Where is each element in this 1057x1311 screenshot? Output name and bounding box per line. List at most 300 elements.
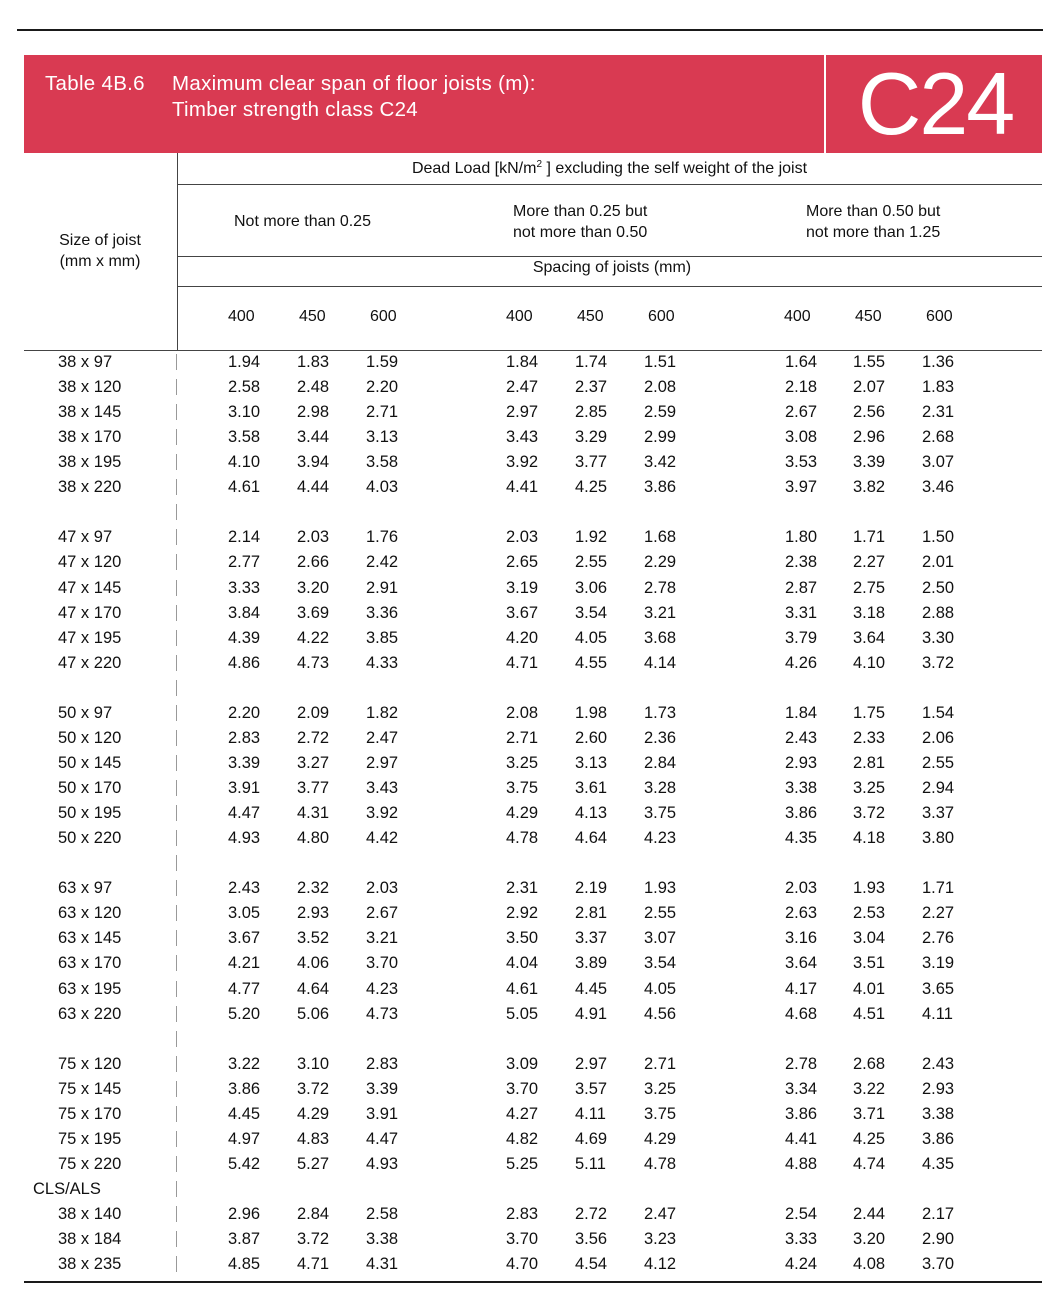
dead-load-suffix: ] excluding the self weight of the joist — [542, 160, 808, 177]
span-value: 3.42 — [644, 453, 677, 471]
span-value: 4.10 — [228, 453, 261, 471]
span-value: 2.85 — [575, 403, 608, 421]
span-value: 4.20 — [506, 629, 539, 647]
span-value: 4.44 — [297, 478, 330, 496]
span-value: 2.03 — [366, 879, 399, 897]
span-value: 4.73 — [297, 654, 330, 672]
joist-size: 50 x 145 — [58, 754, 122, 772]
row-divider-tick — [176, 655, 177, 671]
row-divider-tick — [176, 404, 177, 420]
span-value: 3.58 — [366, 453, 399, 471]
span-value: 3.18 — [853, 604, 886, 622]
span-value: 3.22 — [853, 1080, 886, 1098]
span-value: 3.89 — [575, 954, 608, 972]
span-value: 2.83 — [228, 729, 261, 747]
span-value: 3.54 — [575, 604, 608, 622]
span-value: 3.07 — [644, 929, 677, 947]
span-value: 2.71 — [644, 1055, 677, 1073]
span-value: 2.36 — [644, 729, 677, 747]
span-value: 3.56 — [575, 1230, 608, 1248]
span-value: 3.64 — [853, 629, 886, 647]
span-value: 4.45 — [575, 980, 608, 998]
span-value: 1.73 — [644, 704, 677, 722]
span-value: 1.80 — [785, 528, 818, 546]
span-value: 3.33 — [785, 1230, 818, 1248]
span-value: 4.14 — [644, 654, 677, 672]
span-value: 2.76 — [922, 929, 955, 947]
row-divider-tick — [176, 955, 177, 971]
spacing-value: 400 — [228, 308, 255, 325]
row-divider-tick — [176, 1056, 177, 1072]
span-value: 2.58 — [228, 378, 261, 396]
span-value: 5.27 — [297, 1155, 330, 1173]
joist-size: 47 x 120 — [58, 553, 122, 571]
span-value: 2.78 — [644, 579, 677, 597]
span-value: 1.71 — [853, 528, 886, 546]
top-rule — [17, 29, 1043, 31]
span-value: 3.91 — [228, 779, 261, 797]
span-value: 3.37 — [922, 804, 955, 822]
span-value: 3.51 — [853, 954, 886, 972]
span-value: 2.03 — [297, 528, 330, 546]
span-value: 3.70 — [366, 954, 399, 972]
span-value: 3.69 — [297, 604, 330, 622]
group-header-1 — [234, 211, 371, 232]
group-3-line-1: More than 0.50 but — [806, 203, 941, 220]
title-line-2: Timber strength class C24 — [172, 98, 418, 121]
span-value: 2.78 — [785, 1055, 818, 1073]
row-divider-tick — [176, 379, 177, 395]
span-value: 2.84 — [297, 1205, 330, 1223]
span-value: 3.70 — [506, 1230, 539, 1248]
span-value: 4.31 — [297, 804, 330, 822]
span-value: 4.61 — [228, 478, 261, 496]
span-value: 3.72 — [297, 1230, 330, 1248]
group-2-line-2: not more than 0.50 — [513, 224, 648, 241]
span-value: 3.36 — [366, 604, 399, 622]
span-value: 2.42 — [366, 553, 399, 571]
spacing-header: Spacing of joists (mm) — [532, 259, 692, 276]
row-divider-tick — [176, 680, 177, 696]
spacing-rule — [177, 286, 1042, 287]
span-value: 3.86 — [785, 804, 818, 822]
joist-size: 47 x 220 — [58, 654, 122, 672]
span-value: 4.82 — [506, 1130, 539, 1148]
span-value: 1.59 — [366, 353, 399, 371]
joist-size: 50 x 220 — [58, 829, 122, 847]
span-value: 3.50 — [506, 929, 539, 947]
span-value: 4.78 — [644, 1155, 677, 1173]
span-value: 3.39 — [853, 453, 886, 471]
span-value: 1.76 — [366, 528, 399, 546]
span-value: 4.70 — [506, 1255, 539, 1273]
spacing-value: 450 — [855, 308, 882, 325]
span-value: 3.86 — [922, 1130, 955, 1148]
joist-size: 63 x 145 — [58, 929, 122, 947]
joist-size: 38 x 97 — [58, 353, 113, 371]
span-value: 3.19 — [506, 579, 539, 597]
span-value: 2.97 — [575, 1055, 608, 1073]
span-value: 5.42 — [228, 1155, 261, 1173]
span-value: 2.67 — [366, 904, 399, 922]
span-value: 2.77 — [228, 553, 261, 571]
row-divider-tick — [176, 855, 177, 871]
joist-size: 38 x 195 — [58, 453, 122, 471]
group-1-line-1: Not more than 0.25 — [234, 213, 371, 230]
span-value: 2.97 — [506, 403, 539, 421]
span-value: 3.92 — [506, 453, 539, 471]
span-value: 4.13 — [575, 804, 608, 822]
span-value: 4.47 — [228, 804, 261, 822]
span-value: 3.72 — [853, 804, 886, 822]
joist-size: 63 x 220 — [58, 1005, 122, 1023]
joist-size: 38 x 120 — [58, 378, 122, 396]
span-value: 2.94 — [922, 779, 955, 797]
row-divider-tick — [176, 780, 177, 796]
span-value: 4.83 — [297, 1130, 330, 1148]
span-value: 3.39 — [366, 1080, 399, 1098]
span-value: 4.23 — [366, 980, 399, 998]
span-value: 3.30 — [922, 629, 955, 647]
span-value: 5.20 — [228, 1005, 261, 1023]
span-value: 3.33 — [228, 579, 261, 597]
span-value: 2.58 — [366, 1205, 399, 1223]
span-value: 4.51 — [853, 1005, 886, 1023]
group-header-3 — [806, 201, 940, 243]
span-value: 3.82 — [853, 478, 886, 496]
span-value: 1.54 — [922, 704, 955, 722]
row-divider-tick — [176, 1081, 177, 1097]
joist-size: 38 x 235 — [58, 1255, 122, 1273]
span-value: 1.36 — [922, 353, 955, 371]
span-value: 2.50 — [922, 579, 955, 597]
span-value: 4.22 — [297, 629, 330, 647]
row-divider-tick — [176, 1131, 177, 1147]
group-rule — [177, 256, 1042, 257]
row-divider-tick — [176, 1106, 177, 1122]
span-value: 4.25 — [575, 478, 608, 496]
span-value: 3.25 — [506, 754, 539, 772]
span-value: 1.93 — [644, 879, 677, 897]
span-value: 3.44 — [297, 428, 330, 446]
span-value: 3.79 — [785, 629, 818, 647]
span-value: 4.97 — [228, 1130, 261, 1148]
row-divider-tick — [176, 429, 177, 445]
joist-size: 38 x 184 — [58, 1230, 122, 1248]
span-value: 3.13 — [575, 754, 608, 772]
span-value: 2.53 — [853, 904, 886, 922]
span-value: 4.11 — [922, 1005, 953, 1023]
span-value: 4.55 — [575, 654, 608, 672]
span-value: 2.68 — [922, 428, 955, 446]
joist-size: 75 x 145 — [58, 1080, 122, 1098]
row-divider-tick — [176, 630, 177, 646]
span-value: 2.07 — [853, 378, 886, 396]
span-value: 2.06 — [922, 729, 955, 747]
span-value: 4.64 — [297, 980, 330, 998]
span-value: 3.04 — [853, 929, 886, 947]
span-value: 2.38 — [785, 553, 818, 571]
table-header-banner — [24, 55, 1042, 153]
joist-size: 75 x 120 — [58, 1055, 122, 1073]
span-value: 4.64 — [575, 829, 608, 847]
span-value: 4.04 — [506, 954, 539, 972]
span-value: 3.43 — [366, 779, 399, 797]
span-value: 2.56 — [853, 403, 886, 421]
span-value: 2.65 — [506, 553, 539, 571]
span-value: 2.84 — [644, 754, 677, 772]
span-value: 1.75 — [853, 704, 886, 722]
span-value: 3.31 — [785, 604, 818, 622]
span-value: 3.67 — [506, 604, 539, 622]
span-value: 4.93 — [228, 829, 261, 847]
span-value: 4.71 — [297, 1255, 330, 1273]
span-value: 3.67 — [228, 929, 261, 947]
span-value: 4.06 — [297, 954, 330, 972]
span-value: 4.47 — [366, 1130, 399, 1148]
span-value: 1.83 — [922, 378, 955, 396]
header-divider — [824, 55, 826, 153]
span-value: 2.66 — [297, 553, 330, 571]
joist-size: 75 x 220 — [58, 1155, 122, 1173]
span-value: 3.27 — [297, 754, 330, 772]
spacing-value: 400 — [784, 308, 811, 325]
span-value: 4.68 — [785, 1005, 818, 1023]
span-value: 4.01 — [853, 980, 886, 998]
span-value: 4.03 — [366, 478, 399, 496]
span-value: 4.80 — [297, 829, 330, 847]
row-divider-tick — [176, 1156, 177, 1172]
span-value: 3.77 — [297, 779, 330, 797]
dead-load-rule — [177, 184, 1042, 185]
joist-size: 63 x 195 — [58, 980, 122, 998]
span-value: 3.57 — [575, 1080, 608, 1098]
span-value: 2.81 — [853, 754, 886, 772]
size-column-divider — [177, 153, 178, 350]
span-value: 4.27 — [506, 1105, 539, 1123]
header-bottom-rule — [24, 350, 1042, 351]
row-divider-tick — [176, 454, 177, 470]
span-value: 3.10 — [297, 1055, 330, 1073]
span-value: 4.29 — [297, 1105, 330, 1123]
span-value: 3.07 — [922, 453, 955, 471]
span-value: 2.48 — [297, 378, 330, 396]
row-divider-tick — [176, 1256, 177, 1272]
span-value: 2.54 — [785, 1205, 818, 1223]
title-line-1: Maximum clear span of floor joists (m): — [172, 72, 536, 95]
joist-size: 38 x 145 — [58, 403, 122, 421]
row-divider-tick — [176, 354, 177, 370]
span-value: 4.71 — [506, 654, 539, 672]
strength-class-badge: C24 — [857, 54, 1014, 153]
row-divider-tick — [176, 1206, 177, 1222]
span-value: 3.23 — [644, 1230, 677, 1248]
row-divider-tick — [176, 730, 177, 746]
span-value: 3.53 — [785, 453, 818, 471]
span-value: 4.10 — [853, 654, 886, 672]
span-value: 3.94 — [297, 453, 330, 471]
span-value: 4.11 — [575, 1105, 606, 1123]
span-value: 4.86 — [228, 654, 261, 672]
span-value: 3.37 — [575, 929, 608, 947]
span-value: 3.85 — [366, 629, 399, 647]
span-value: 2.43 — [922, 1055, 955, 1073]
span-value: 2.83 — [366, 1055, 399, 1073]
span-value: 3.86 — [228, 1080, 261, 1098]
span-value: 4.23 — [644, 829, 677, 847]
span-value: 1.55 — [853, 353, 886, 371]
span-value: 2.27 — [853, 553, 886, 571]
joist-size: 75 x 195 — [58, 1130, 122, 1148]
span-value: 2.37 — [575, 378, 608, 396]
size-header-line-1: Size of joist — [59, 232, 141, 249]
span-value: 2.19 — [575, 879, 608, 897]
span-value: 1.83 — [297, 353, 330, 371]
span-value: 3.70 — [922, 1255, 955, 1273]
span-value: 1.71 — [922, 879, 955, 897]
span-value: 2.20 — [228, 704, 261, 722]
span-value: 3.77 — [575, 453, 608, 471]
span-value: 3.70 — [506, 1080, 539, 1098]
span-value: 2.32 — [297, 879, 330, 897]
joist-size: 50 x 170 — [58, 779, 122, 797]
span-value: 1.93 — [853, 879, 886, 897]
span-value: 1.84 — [785, 704, 818, 722]
span-value: 3.16 — [785, 929, 818, 947]
row-divider-tick — [176, 905, 177, 921]
span-value: 4.91 — [575, 1005, 608, 1023]
span-value: 3.09 — [506, 1055, 539, 1073]
span-value: 2.31 — [506, 879, 539, 897]
row-divider-tick — [176, 580, 177, 596]
spacing-value: 600 — [370, 308, 397, 325]
span-value: 3.54 — [644, 954, 677, 972]
span-value: 2.68 — [853, 1055, 886, 1073]
span-value: 2.55 — [644, 904, 677, 922]
span-value: 4.05 — [575, 629, 608, 647]
span-value: 2.47 — [366, 729, 399, 747]
span-value: 2.33 — [853, 729, 886, 747]
size-of-joist-header — [24, 230, 176, 272]
span-value: 2.87 — [785, 579, 818, 597]
span-value: 5.05 — [506, 1005, 539, 1023]
joist-size: 47 x 97 — [58, 528, 113, 546]
row-divider-tick — [176, 1181, 177, 1197]
group-2-line-1: More than 0.25 but — [513, 203, 648, 220]
span-value: 1.50 — [922, 528, 955, 546]
joist-size: 38 x 140 — [58, 1205, 122, 1223]
span-value: 3.43 — [506, 428, 539, 446]
span-value: 2.88 — [922, 604, 955, 622]
span-value: 1.68 — [644, 528, 677, 546]
row-divider-tick — [176, 705, 177, 721]
dead-load-sup: 2 — [536, 159, 543, 170]
span-value: 3.38 — [922, 1105, 955, 1123]
span-value: 2.14 — [228, 528, 261, 546]
span-value: 3.68 — [644, 629, 677, 647]
span-value: 3.75 — [506, 779, 539, 797]
span-value: 3.91 — [366, 1105, 399, 1123]
row-divider-tick — [176, 554, 177, 570]
span-value: 2.01 — [922, 553, 955, 571]
span-value: 4.39 — [228, 629, 261, 647]
row-divider-tick — [176, 805, 177, 821]
span-value: 2.91 — [366, 579, 399, 597]
span-value: 1.82 — [366, 704, 399, 722]
span-value: 2.27 — [922, 904, 955, 922]
span-value: 3.72 — [297, 1080, 330, 1098]
span-value: 2.90 — [922, 1230, 955, 1248]
joist-size: 50 x 120 — [58, 729, 122, 747]
span-value: 1.51 — [644, 353, 677, 371]
span-value: 4.21 — [228, 954, 261, 972]
span-value: 3.20 — [853, 1230, 886, 1248]
span-value: 4.26 — [785, 654, 818, 672]
joist-size: 38 x 220 — [58, 478, 122, 496]
span-value: 2.17 — [922, 1205, 955, 1223]
span-value: 3.39 — [228, 754, 261, 772]
joist-size: 47 x 195 — [58, 629, 122, 647]
span-value: 4.35 — [785, 829, 818, 847]
span-value: 2.98 — [297, 403, 330, 421]
span-value: 2.99 — [644, 428, 677, 446]
span-value: 1.94 — [228, 353, 261, 371]
span-value: 3.08 — [785, 428, 818, 446]
span-value: 4.69 — [575, 1130, 608, 1148]
span-value: 3.21 — [644, 604, 677, 622]
span-value: 4.41 — [506, 478, 539, 496]
span-value: 3.21 — [366, 929, 399, 947]
span-value: 1.98 — [575, 704, 608, 722]
span-value: 3.20 — [297, 579, 330, 597]
span-value: 4.05 — [644, 980, 677, 998]
span-value: 2.72 — [297, 729, 330, 747]
span-value: 2.60 — [575, 729, 608, 747]
span-value: 2.97 — [366, 754, 399, 772]
span-value: 5.11 — [575, 1155, 606, 1173]
span-value: 4.29 — [644, 1130, 677, 1148]
span-value: 3.05 — [228, 904, 261, 922]
section-label: CLS/ALS — [33, 1180, 101, 1198]
span-value: 4.17 — [785, 980, 818, 998]
span-value: 5.25 — [506, 1155, 539, 1173]
row-divider-tick — [176, 529, 177, 545]
span-value: 2.09 — [297, 704, 330, 722]
row-divider-tick — [176, 880, 177, 896]
span-value: 2.47 — [506, 378, 539, 396]
joist-size: 63 x 170 — [58, 954, 122, 972]
row-divider-tick — [176, 755, 177, 771]
span-value: 2.03 — [506, 528, 539, 546]
span-value: 3.10 — [228, 403, 261, 421]
spacing-value: 450 — [577, 308, 604, 325]
span-value: 3.86 — [785, 1105, 818, 1123]
span-value: 2.03 — [785, 879, 818, 897]
span-value: 3.71 — [853, 1105, 886, 1123]
span-value: 2.75 — [853, 579, 886, 597]
span-value: 2.92 — [506, 904, 539, 922]
span-value: 4.88 — [785, 1155, 818, 1173]
span-value: 4.61 — [506, 980, 539, 998]
span-value: 3.38 — [366, 1230, 399, 1248]
span-value: 2.93 — [785, 754, 818, 772]
span-value: 3.19 — [922, 954, 955, 972]
span-value: 4.54 — [575, 1255, 608, 1273]
span-value: 2.71 — [366, 403, 399, 421]
span-value: 3.75 — [644, 804, 677, 822]
row-divider-tick — [176, 504, 177, 520]
dead-load-prefix: Dead Load [kN/m — [411, 160, 537, 177]
